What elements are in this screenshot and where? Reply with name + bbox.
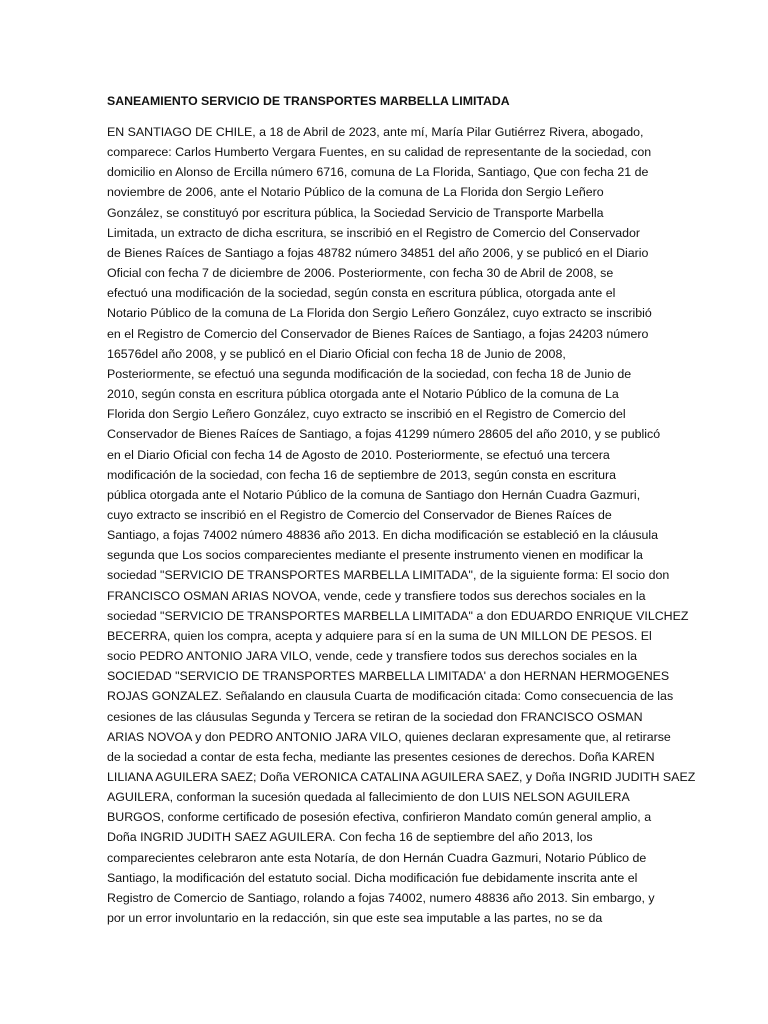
body-line: BURGOS, conforme certificado de posesión efectiva, confirieron Mandato común general amplio, a (107, 810, 652, 825)
body-line: AGUILERA, conforman la sucesión quedada al fallecimiento de don LUIS NELSON AGUILERA (107, 790, 630, 805)
body-line: González, se constituyó por escritura pública, la Sociedad Servicio de Transporte Marbella (107, 205, 604, 220)
body-line: en el Registro de Comercio del Conservador de Bienes Raíces de Santiago, a fojas 24203 número (107, 326, 649, 341)
body-line: FRANCISCO OSMAN ARIAS NOVOA, vende, cede y transfiere todos sus derechos sociales en la (107, 588, 646, 603)
body-line: Conservador de Bienes Raíces de Santiago, a fojas 41299 número 28605 del año 2010, y se publicó (107, 427, 661, 442)
body-line: pública otorgada ante el Notario Público de la comuna de Santiago don Hernán Cuadra Gazmuri, (107, 487, 641, 502)
body-line: Santiago, la modificación del estatuto social. Dicha modificación fue debidamente inscrita ante el (107, 870, 638, 885)
body-line: Doña INGRID JUDITH SAEZ AGUILERA. Con fecha 16 de septiembre del año 2013, los (107, 830, 593, 845)
body-line: cesiones de las cláusulas Segunda y Tercera se retiran de la sociedad don FRANCISCO OSMAN (107, 709, 643, 724)
body-line: 2010, según consta en escritura pública otorgada ante el Notario Público de la comuna de La (107, 387, 619, 402)
body-line: sociedad "SERVICIO DE TRANSPORTES MARBELLA LIMITADA" a don EDUARDO ENRIQUE VILCHEZ (107, 608, 689, 623)
body-line: Santiago, a fojas 74002 número 48836 año 2013. En dicha modificación se estableció en la cláusula (107, 528, 659, 543)
body-line: EN SANTIAGO DE CHILE, a 18 de Abril de 2023, ante mí, María Pilar Gutiérrez Rivera, abogado, (107, 125, 644, 139)
body-line: efectuó una modificación de la sociedad, según consta en escritura pública, otorgada ante el (107, 286, 616, 301)
body-line: SOCIEDAD "SERVICIO DE TRANSPORTES MARBELLA LIMITADA' a don HERNAN HERMOGENES (107, 669, 670, 684)
body-line: comparecientes celebraron ante esta Notaría, de don Hernán Cuadra Gazmuri, Notario Público de (107, 850, 647, 865)
body-line: domicilio en Alonso de Ercilla número 6716, comuna de La Florida, Santiago, Que con fecha 21 de (107, 165, 649, 180)
body-line: noviembre de 2006, ante el Notario Público de la comuna de La Florida don Sergio Leñero (107, 185, 604, 200)
body-line: Registro de Comercio de Santiago, rolando a fojas 74002, numero 48836 año 2013. Sin embargo, y (107, 890, 655, 905)
body-line: 16576del año 2008, y se publicó en el Diario Oficial con fecha 18 de Junio de 2008, (107, 346, 566, 361)
body-line: Posteriormente, se efectuó una segunda modificación de la sociedad, con fecha 18 de Junio de (107, 366, 632, 381)
body-line: por un error involuntario en la redacción, sin que este sea imputable a las partes, no se da (107, 911, 603, 926)
body-line: en el Diario Oficial con fecha 14 de Agosto de 2010. Posteriormente, se efectuó una tercera (107, 447, 610, 462)
body-line: Notario Público de la comuna de La Florida don Sergio Leñero González, cuyo extracto se inscribió (107, 306, 652, 321)
body-line: LILIANA AGUILERA SAEZ; Doña VERONICA CATALINA AGUILERA SAEZ, y Doña INGRID JUDITH SAEZ (107, 770, 696, 784)
body-line: comparece: Carlos Humberto Vergara Fuentes, en su calidad de representante de la sociedad, con (107, 145, 652, 160)
body-line: ROJAS GONZALEZ. Señalando en clausula Cuarta de modificación citada: Como consecuencia de las (107, 689, 674, 704)
body-line: Oficial con fecha 7 de diciembre de 2006. Posteriormente, con fecha 30 de Abril de 2008, se (107, 266, 614, 281)
body-line: de Bienes Raíces de Santiago a fojas 48782 número 34851 del año 2006, y se publicó en el Diario (107, 245, 649, 260)
body-line: cuyo extracto se inscribió en el Registro de Comercio del Conservador de Bienes Raíces de (107, 507, 612, 522)
body-line: Florida don Sergio Leñero González, cuyo extracto se inscribió en el Registro de Comercio del (107, 407, 626, 422)
document-title: SANEAMIENTO SERVICIO DE TRANSPORTES MARBELLA LIMITADA (107, 94, 510, 108)
body-line: ARIAS NOVOA y don PEDRO ANTONIO JARA VILO, quienes declaran expresamente que, al retirarse (107, 729, 671, 744)
document-body (107, 122, 696, 928)
body-line: socio PEDRO ANTONIO JARA VILO, vende, cede y transfiere todos sus derechos sociales en la (107, 649, 638, 664)
body-line: sociedad "SERVICIO DE TRANSPORTES MARBELLA LIMITADA", de la siguiente forma: El socio don (107, 568, 670, 583)
body-line: BECERRA, quien los compra, acepta y adquiere para sí en la suma de UN MILLON DE PESOS. El (107, 628, 652, 643)
body-line: segunda que Los socios comparecientes mediante el presente instrumento vienen en modificar la (107, 548, 643, 563)
body-line: modificación de la sociedad, con fecha 16 de septiembre de 2013, según consta en escritura (107, 467, 617, 482)
body-line: de la sociedad a contar de esta fecha, mediante las presentes cesiones de derechos. Doña KAREN (107, 749, 655, 764)
body-line: Limitada, un extracto de dicha escritura, se inscribió en el Registro de Comercio del Conservador (107, 225, 641, 240)
